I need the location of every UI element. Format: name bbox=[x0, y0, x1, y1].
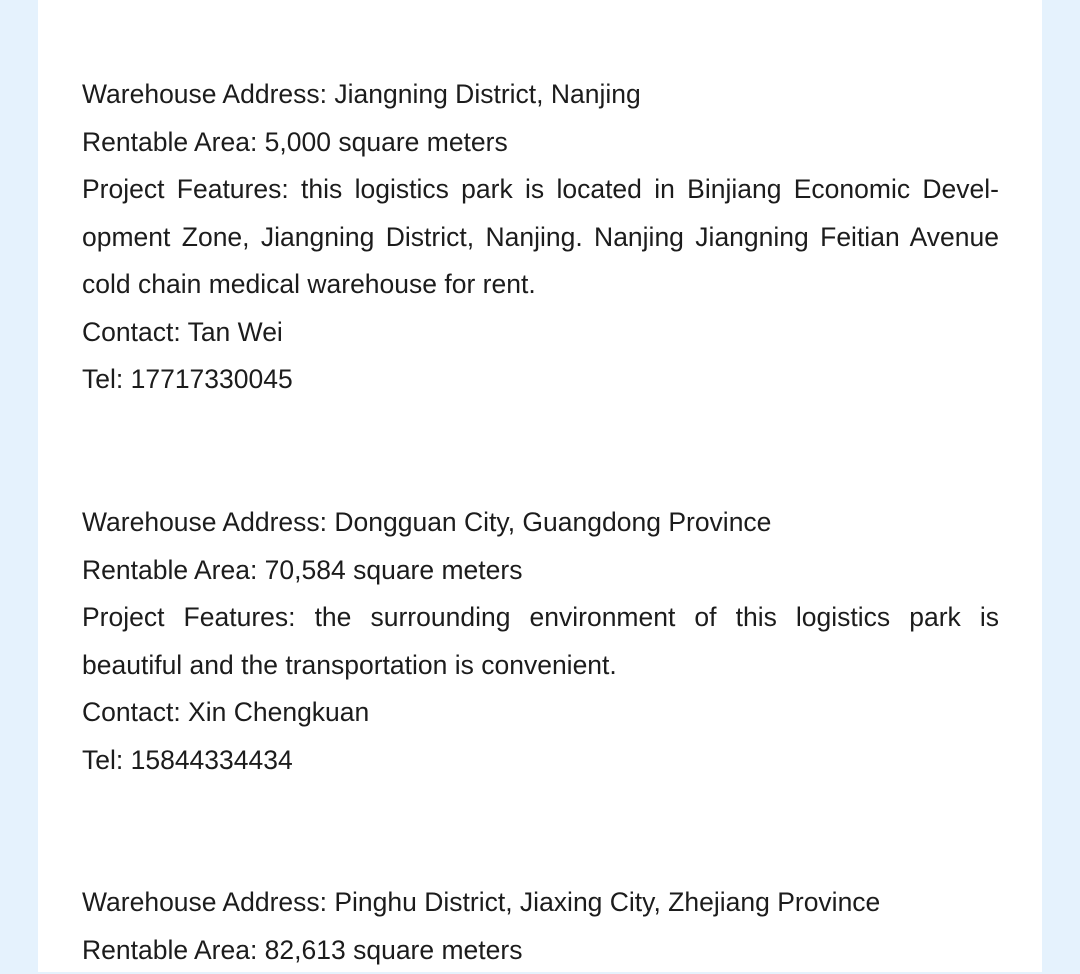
content-card bbox=[38, 0, 1042, 972]
project-features: Project Features: this logistics park is located in Binjiang Economic Development Zone, Jiangning District, Nanjing. Nanjing Jiangning Feitian Avenue cold chain medical warehouse for rent. bbox=[82, 166, 999, 309]
warehouse-address: Warehouse Address: Dongguan City, Guangdong Province bbox=[82, 499, 999, 547]
contact-name: Contact: Tan Wei bbox=[82, 309, 999, 357]
project-features: Project Features: the surrounding environment of this logistics park is beautiful and the transportation is convenient. bbox=[82, 594, 999, 689]
warehouse-listing bbox=[82, 879, 999, 974]
contact-tel: Tel: 15844334434 bbox=[82, 737, 999, 785]
warehouse-address: Warehouse Address: Pinghu District, Jiaxing City, Zhejiang Province bbox=[82, 879, 999, 927]
warehouse-address: Warehouse Address: Jiangning District, Nanjing bbox=[82, 71, 999, 119]
rentable-area: Rentable Area: 70,584 square meters bbox=[82, 547, 999, 595]
rentable-area: Rentable Area: 82,613 square meters bbox=[82, 927, 999, 974]
warehouse-listing bbox=[82, 71, 999, 404]
contact-name: Contact: Xin Chengkuan bbox=[82, 689, 999, 737]
warehouse-listing bbox=[82, 499, 999, 784]
contact-tel: Tel: 17717330045 bbox=[82, 356, 999, 404]
rentable-area: Rentable Area: 5,000 square meters bbox=[82, 119, 999, 167]
